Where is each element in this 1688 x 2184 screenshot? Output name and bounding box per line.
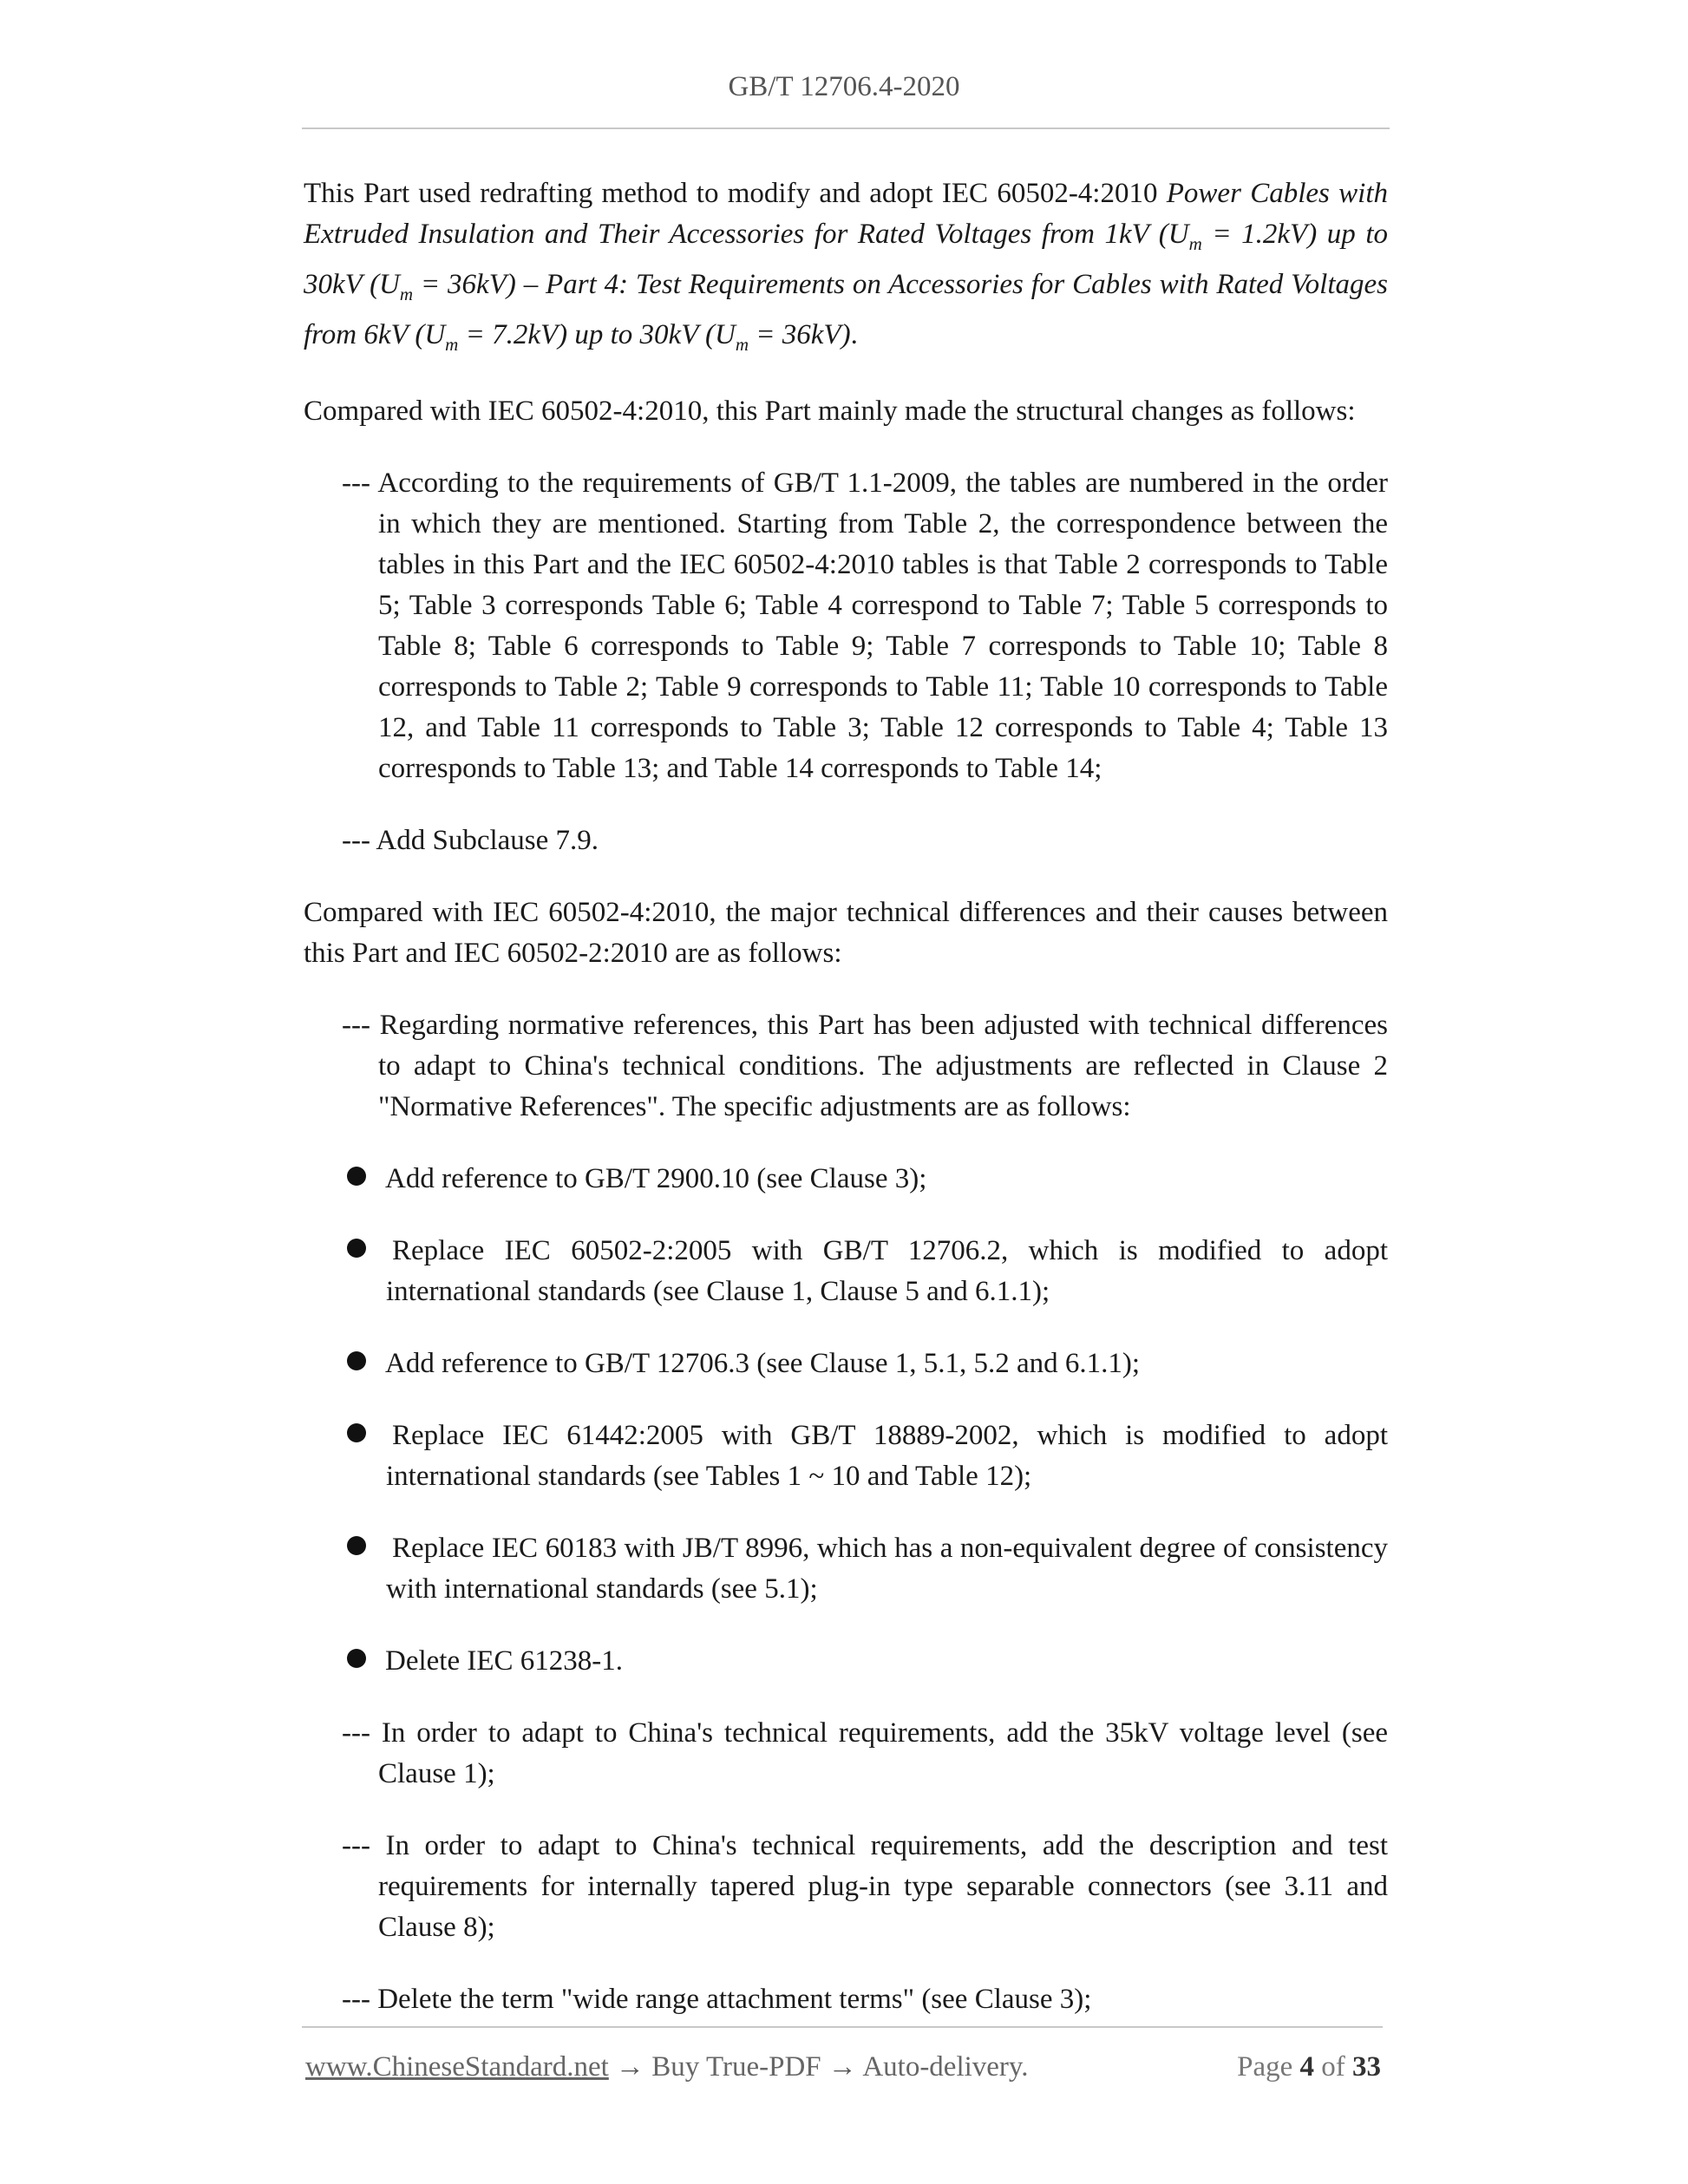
bullet-dot-icon: [347, 1649, 366, 1668]
technical-heading: Compared with IEC 60502-4:2010, the major technical differences and their causes between this Part and IEC 60502-2:2010 are as follows:: [304, 897, 1388, 969]
arrow-right-icon: →: [616, 2051, 645, 2083]
intro-end: .: [850, 319, 858, 350]
intro-subscript-1: m: [1188, 233, 1202, 254]
intro-title-part-2: = 1.2kV) up to 30kV (U: [304, 219, 1388, 300]
bullet-text: Add reference to GB/T 2900.10 (see Clause 3);: [385, 1163, 927, 1194]
of-word: of: [1321, 2051, 1345, 2083]
bullet-dot-icon: [347, 1351, 366, 1370]
bullet-text: Replace IEC 61442:2005 with GB/T 18889-2002, which is modified to adopt international standards (see Tables 1 ~ 10 and Table 12);: [386, 1420, 1388, 1492]
total-pages: 33: [1352, 2051, 1381, 2083]
structural-heading: Compared with IEC 60502-4:2010, this Part mainly made the structural changes as follows:: [304, 396, 1356, 427]
page-header: GB/T 12706.4-2020: [728, 71, 960, 102]
bullet-dot-icon: [347, 1239, 366, 1258]
page-number: [1237, 2051, 1381, 2083]
header-divider: [302, 128, 1390, 129]
intro-subscript-3: m: [445, 334, 459, 355]
normative-references-item: --- Regarding normative references, this Part has been adjusted with technical differences to adapt to China's technical conditions. The adjustments are reflected in Clause 2 "Normative References". The specific adjustments are as follows:: [342, 1010, 1388, 1122]
intro-title-part-4: = 7.2kV) up to 30kV (U: [458, 319, 736, 350]
footer-divider: [302, 2026, 1383, 2028]
bullet-item: [386, 1528, 1388, 1610]
bullet-text: Delete IEC 61238-1.: [385, 1645, 624, 1677]
site-link[interactable]: www.ChineseStandard.net: [305, 2051, 609, 2083]
page-footer: [305, 2051, 1381, 2083]
intro-subscript-4: m: [735, 334, 749, 355]
intro-subscript-2: m: [399, 284, 414, 304]
bullet-item: [386, 1159, 1388, 1200]
intro-title-part-3: = 36kV) – Part 4: Test Requirements on Accessories for Cables with Rated Voltages from 6kV (U: [304, 269, 1388, 350]
intro-title-part-1: Power Cables with Extruded Insulation and Their Accessories for Rated Voltages from 1kV (U: [304, 178, 1388, 250]
bullet-item: [386, 1344, 1388, 1384]
technical-item: --- Delete the term "wide range attachment terms" (see Clause 3);: [342, 1984, 1092, 2015]
bullet-dot-icon: [347, 1423, 366, 1442]
intro-paragraph: [304, 173, 1388, 365]
current-page: 4: [1299, 2051, 1314, 2083]
page-word: Page: [1237, 2051, 1293, 2083]
bullet-dot-icon: [347, 1167, 366, 1186]
bullet-item: [386, 1641, 1388, 1682]
technical-item: --- In order to adapt to China's technical requirements, add the 35kV voltage level (see Clause 1);: [342, 1717, 1388, 1789]
buy-pdf-text: Buy True-PDF: [651, 2051, 821, 2083]
bullet-text: Add reference to GB/T 12706.3 (see Clause 1, 5.1, 5.2 and 6.1.1);: [385, 1348, 1141, 1379]
intro-title-part-5: = 36kV): [749, 319, 851, 350]
bullet-text: Replace IEC 60502-2:2005 with GB/T 12706.2, which is modified to adopt international standards (see Clause 1, Clause 5 and 6.1.1);: [386, 1235, 1388, 1307]
structural-item: --- According to the requirements of GB/T 1.1-2009, the tables are numbered in the order in which they are mentioned. Starting from Table 2, the correspondence between the tables in this Part and the IEC 60502-4:2010 tables is that Table 2 corresponds to Table 5; Table 3 corresponds Table 6; Table 4 correspond to Table 7; Table 5 corresponds to Table 8; Table 6 corresponds to Table 9; Table 7 corresponds to Table 10; Table 8 corresponds to Table 2; Table 9 corresponds to Table 11; Table 10 corresponds to Table 12, and Table 11 corresponds to Table 3; Table 12 corresponds to Table 4; Table 13 corresponds to Table 13; and Table 14 corresponds to Table 14;: [342, 468, 1388, 784]
bullet-item: [386, 1231, 1388, 1312]
bullet-text: Replace IEC 60183 with JB/T 8996, which has a non-equivalent degree of consistency with international standards (see 5.1);: [386, 1533, 1388, 1605]
bullet-dot-icon: [347, 1536, 366, 1555]
bullet-item: [386, 1416, 1388, 1497]
intro-lead: This Part used redrafting method to modify and adopt IEC 60502-4:2010: [304, 178, 1167, 209]
arrow-right-icon: →: [828, 2051, 857, 2083]
auto-delivery-text: Auto-delivery.: [862, 2051, 1029, 2083]
structural-item: --- Add Subclause 7.9.: [342, 825, 599, 856]
document-body: [304, 173, 1388, 2051]
technical-item: --- In order to adapt to China's technical requirements, add the description and test requirements for internally tapered plug-in type separable connectors (see 3.11 and Clause 8);: [342, 1830, 1388, 1943]
